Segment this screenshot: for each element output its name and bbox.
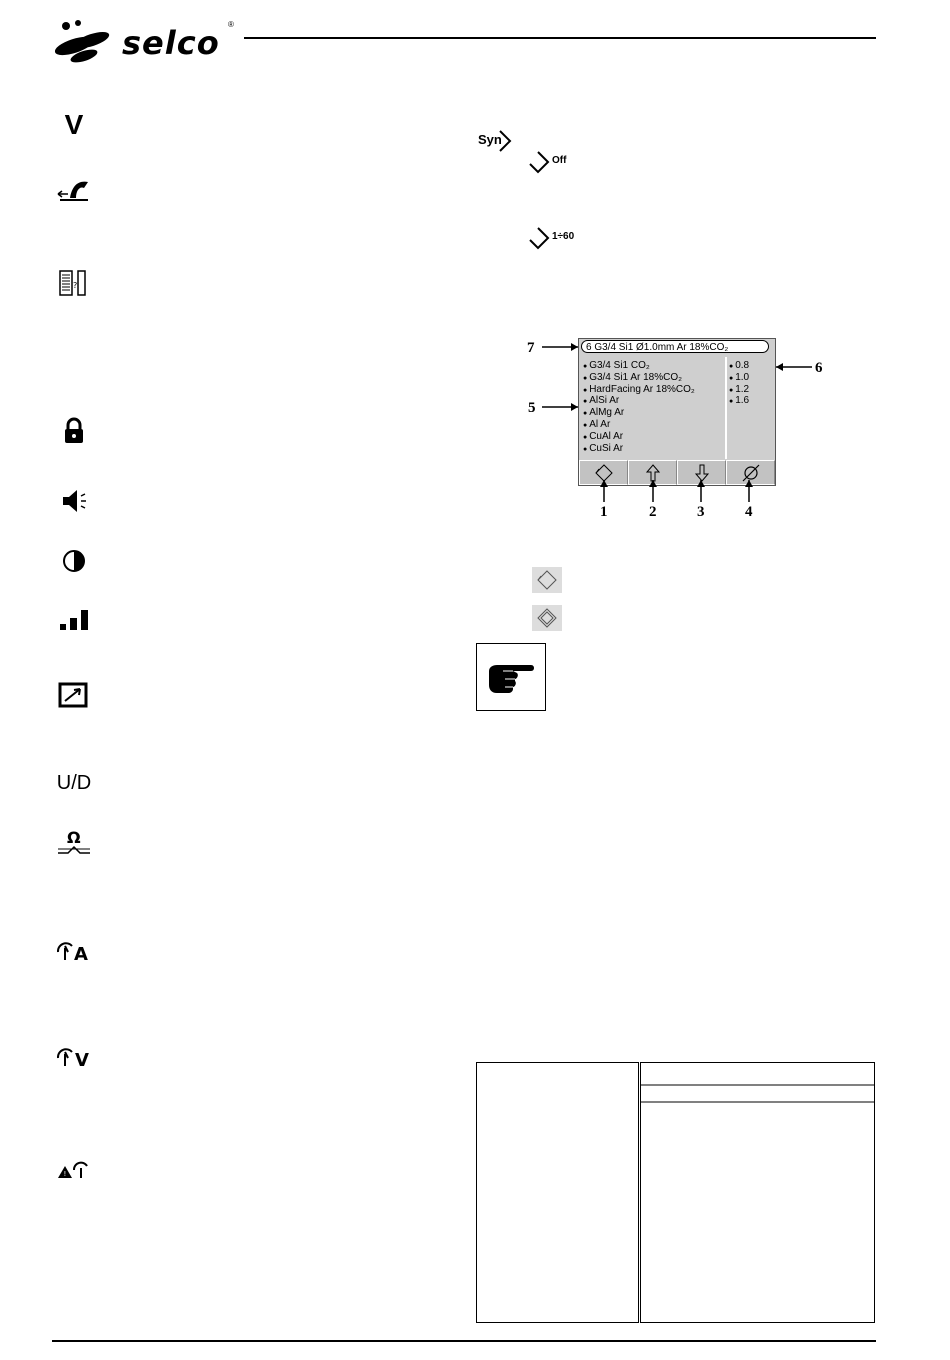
svg-text:V: V — [75, 1050, 89, 1071]
list-item[interactable]: ● HardFacing Ar 18%CO₂ — [583, 385, 723, 397]
callout-1: 1 — [600, 504, 608, 520]
list-item[interactable]: ● CuAl Ar — [583, 432, 723, 444]
rotate-double-small-icon — [532, 605, 562, 631]
contrast-icon — [52, 544, 96, 578]
voltage-meter-icon — [52, 1040, 96, 1074]
pointing-hand-icon — [476, 643, 546, 711]
callout-5: 5 — [528, 400, 536, 416]
callout-6: 6 — [815, 360, 823, 376]
syn-icon: Syn — [478, 128, 518, 154]
svg-text:?: ? — [73, 281, 78, 290]
program-list-icon — [52, 266, 96, 300]
list-item[interactable]: ● 0.8 — [729, 361, 773, 373]
footer-rule — [52, 1340, 876, 1342]
callout-2: 2 — [649, 504, 657, 520]
list-item[interactable]: ● Al Ar — [583, 420, 723, 432]
list-item[interactable]: ● AlMg Ar — [583, 408, 723, 420]
encoder-off-icon: Off — [528, 150, 598, 174]
svg-text:!: ! — [63, 1170, 67, 1178]
ramp-icon — [52, 678, 96, 712]
registered-mark: ® — [228, 20, 234, 29]
logo-mark-icon — [52, 16, 122, 66]
rotate-small-icon — [532, 567, 562, 593]
header-rule — [244, 37, 876, 39]
screen-title: 6 G3/4 Si1 Ø1.0mm Ar 18%CO₂ — [581, 340, 769, 353]
encoder-range-icon: 1÷60 — [528, 226, 598, 250]
empty-table — [476, 1062, 876, 1324]
signal-bars-icon — [52, 602, 96, 636]
svg-text:A: A — [74, 944, 88, 965]
svg-text:Ω: Ω — [67, 828, 81, 847]
list-item[interactable]: ● CuSi Ar — [583, 444, 723, 456]
voltage-icon: V — [64, 109, 84, 140]
callout-7: 7 — [527, 340, 535, 356]
speaker-icon — [52, 484, 96, 518]
list-item[interactable]: ● AlSi Ar — [583, 396, 723, 408]
lock-icon — [52, 414, 96, 448]
torch-icon — [52, 172, 96, 206]
callout-3: 3 — [697, 504, 705, 520]
list-item[interactable]: ● 1.6 — [729, 396, 773, 408]
callout-arrows — [520, 330, 840, 530]
resistance-icon — [52, 826, 96, 860]
brand-name: selco — [122, 24, 220, 62]
callout-4: 4 — [745, 504, 753, 520]
up-down-icon: U/D — [56, 771, 92, 794]
list-item[interactable]: ● G3/4 Si1 CO₂ — [583, 361, 723, 373]
current-meter-icon — [52, 934, 96, 968]
selco-logo — [52, 16, 242, 66]
list-item[interactable]: ● G3/4 Si1 Ar 18%CO₂ — [583, 373, 723, 385]
list-item[interactable]: ● 1.2 — [729, 385, 773, 397]
warning-meter-icon — [52, 1152, 96, 1186]
list-item[interactable]: ● 1.0 — [729, 373, 773, 385]
